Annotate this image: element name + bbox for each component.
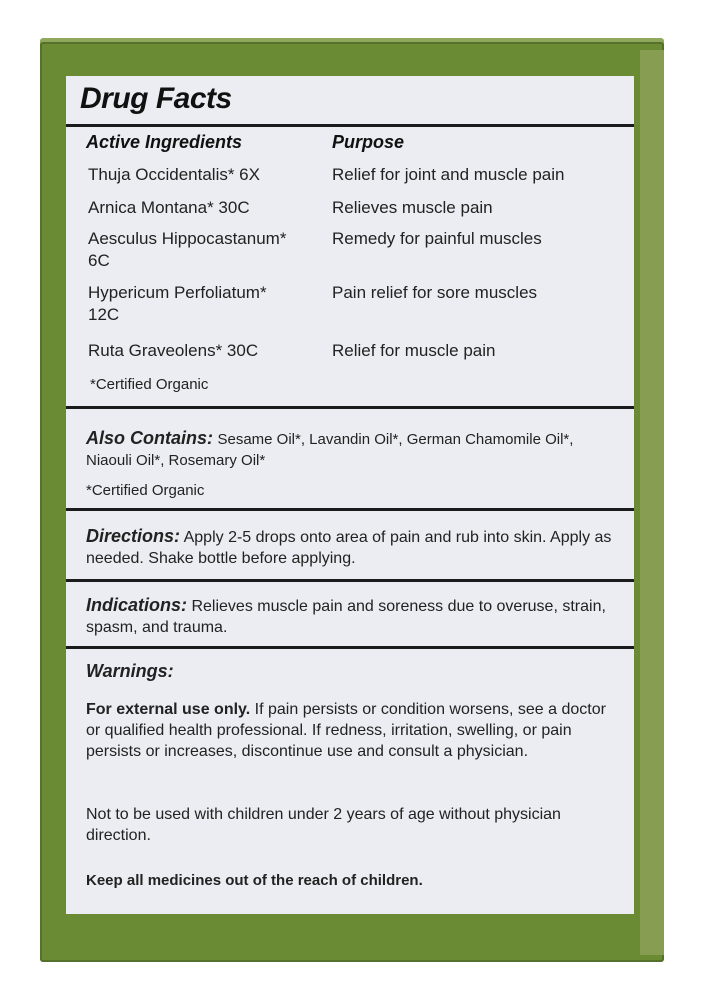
box-side-edge (640, 50, 664, 955)
warnings-paragraph-2: Not to be used with children under 2 years of age without physician direction. (86, 806, 561, 844)
ingredients-footnote: *Certified Organic (90, 376, 209, 393)
ingredient-1: Thuja Occidentalis* 6X (88, 165, 260, 184)
title-divider (66, 124, 634, 127)
indications-section (86, 595, 618, 638)
also-contains-section (86, 428, 618, 471)
purpose-3: Remedy for painful muscles (332, 229, 542, 248)
warnings-paragraph-3: Keep all medicines out of the reach of children. (86, 872, 423, 889)
also-contains-text: Sesame Oil*, Lavandin Oil*, German Chamomile Oil*, Niaouli Oil*, Rosemary Oil* (86, 431, 574, 469)
drug-facts-title: Drug Facts (80, 82, 232, 115)
ingredient-4: Hypericum Perfoliatum* 12C (88, 283, 267, 324)
purpose-2: Relieves muscle pain (332, 198, 493, 217)
section-divider (66, 406, 634, 409)
drug-facts-panel (66, 76, 634, 914)
ingredient-5: Ruta Graveolens* 30C (88, 341, 259, 360)
purpose-4: Pain relief for sore muscles (332, 283, 538, 302)
warnings-paragraph-1 (86, 699, 618, 762)
also-contains-label: Also Contains: (86, 428, 214, 448)
purpose-5: Relief for muscle pain (332, 341, 496, 360)
indications-label: Indications: (86, 595, 188, 615)
also-contains-footnote: *Certified Organic (86, 482, 205, 499)
warnings-heading (86, 661, 618, 683)
ingredient-2: Arnica Montana* 30C (88, 198, 250, 217)
purpose-header: Purpose (332, 132, 405, 152)
section-divider (66, 508, 634, 511)
warnings-text-1: If pain persists or condition worsens, see a doctor or qualified health professional. If redness, irritation, swelling, or pain persists or increases, discontinue use and consult a physician. (86, 701, 606, 760)
purpose-1: Relief for joint and muscle pain (332, 165, 565, 184)
directions-section (86, 526, 618, 569)
ingredient-3: Aesculus Hippocastanum* 6C (88, 229, 287, 270)
directions-text: Apply 2-5 drops onto area of pain and rub into skin. Apply as needed. Shake bottle before applying. (86, 529, 612, 567)
section-divider (66, 646, 634, 649)
warnings-lead: For external use only. (86, 701, 251, 718)
warnings-label: Warnings: (86, 661, 174, 681)
indications-text: Relieves muscle pain and soreness due to overuse, strain, spasm, and trauma. (86, 598, 606, 636)
active-ingredients-header: Active Ingredients (86, 132, 243, 152)
directions-label: Directions: (86, 526, 181, 546)
section-divider (66, 579, 634, 582)
